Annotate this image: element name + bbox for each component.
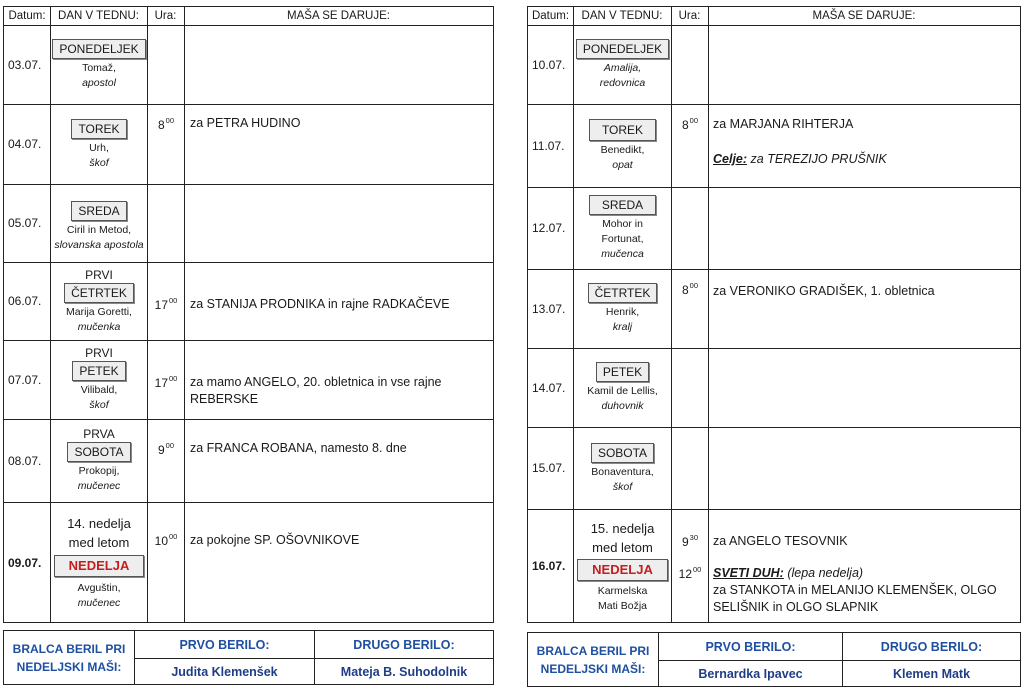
row-day bbox=[51, 340, 147, 419]
row-date: 07.07. bbox=[8, 372, 42, 387]
day-prefix: PRVI bbox=[85, 267, 113, 282]
saint-title: slovanska apostola bbox=[54, 238, 144, 251]
saint-title: mučenka bbox=[77, 320, 121, 333]
saint-title: duhovnik bbox=[601, 400, 644, 412]
left-schedule-panel bbox=[3, 6, 494, 679]
row-date: 12.07. bbox=[532, 221, 566, 235]
row-date: 04.07. bbox=[8, 137, 42, 151]
day-badge: PETEK bbox=[72, 361, 125, 381]
right-schedule-table bbox=[527, 6, 1021, 623]
saint-title: mučenca bbox=[601, 248, 644, 260]
header-mass: MAŠA SE DARUJE: bbox=[287, 10, 390, 22]
row-date: 14.07. bbox=[532, 380, 566, 395]
mass-time-2: $12^{00}$ bbox=[678, 565, 702, 581]
saint-name: Bonaventura, bbox=[591, 465, 654, 478]
header-date: Datum: bbox=[8, 10, 46, 22]
left-readers-table bbox=[3, 630, 494, 685]
mass-time: $10^{00}$ bbox=[154, 532, 178, 548]
saint-title: kralj bbox=[612, 321, 633, 333]
saint-name: Ciril in Metod, bbox=[66, 223, 132, 236]
row-date: 10.07. bbox=[532, 57, 566, 72]
saint-name: Avguštin, bbox=[77, 582, 121, 594]
table-row bbox=[528, 187, 1020, 269]
mass-intention: za VERONIKO GRADIŠEK, 1. obletnica bbox=[713, 284, 935, 298]
table-row bbox=[4, 184, 493, 262]
table-row bbox=[528, 269, 1020, 348]
mass-time: $17^{00}$ bbox=[154, 296, 178, 312]
row-day bbox=[51, 502, 147, 623]
saint-name: Karmelska Mati Božja bbox=[597, 584, 648, 612]
row-day bbox=[574, 25, 671, 104]
saint-name: Urh, bbox=[89, 141, 109, 154]
day-prefix: PRVI bbox=[85, 346, 113, 360]
row-date: 11.07. bbox=[532, 138, 565, 153]
header-day: DAN V TEDNU: bbox=[58, 10, 139, 22]
saint-title: škof bbox=[89, 399, 109, 411]
saint-title: Amalija, redovnica bbox=[599, 62, 646, 89]
saint-name: Kamil de Lellis, bbox=[587, 385, 658, 397]
mass-intention-extra: SVETI DUH: (lepa nedelja) bbox=[713, 566, 864, 580]
mass-time: $9^{00}$ bbox=[157, 441, 175, 457]
row-day bbox=[51, 184, 147, 262]
mass-intention-extra: Celje: za TEREZIJO PRUŠNIK bbox=[713, 152, 887, 166]
row-day bbox=[574, 348, 671, 427]
table-row bbox=[4, 340, 493, 419]
mass-time: $8^{00}$ bbox=[681, 281, 699, 297]
row-date: 08.07. bbox=[8, 453, 42, 468]
row-day bbox=[51, 419, 147, 502]
mass-intention-extra-2: za STANKOTA in MELANIJO KLEMENŠEK, OLGO SELIŠNIK in OLGO SLAPNIK bbox=[713, 583, 997, 614]
second-reading-header: DRUGO BERILO: bbox=[353, 638, 455, 652]
table-row bbox=[4, 419, 493, 502]
mass-intention: za STANIJA PRODNIKA in rajne RADKAČEVE bbox=[190, 297, 450, 311]
day-badge: TOREK bbox=[71, 119, 126, 139]
mass-time: $8^{00}$ bbox=[157, 116, 175, 132]
header-time: Ura: bbox=[678, 10, 701, 22]
day-badge: SREDA bbox=[589, 195, 656, 215]
saint-name: Benedikt, bbox=[600, 144, 645, 156]
readers-label: BRALCA BERIL PRI NEDELJSKI MAŠI: bbox=[12, 641, 126, 674]
mass-intention: za pokojne SP. OŠOVNIKOVE bbox=[190, 533, 360, 547]
row-date: 06.07. bbox=[8, 294, 42, 308]
mass-intention: za FRANCA ROBANA, namesto 8. dne bbox=[190, 441, 407, 455]
saint-name: Tomaž, bbox=[82, 62, 116, 74]
day-badge: PETEK bbox=[596, 362, 649, 382]
left-schedule-table bbox=[3, 6, 494, 623]
day-prefix: PRVA bbox=[83, 427, 115, 441]
row-date: 15.07. bbox=[532, 461, 566, 475]
mass-intention: za MARJANA RIHTERJA bbox=[713, 117, 854, 131]
row-date: 16.07. bbox=[532, 559, 566, 573]
saint-title: opat bbox=[612, 159, 633, 171]
header-date: Datum: bbox=[531, 10, 570, 22]
day-badge: PONEDELJEK bbox=[576, 39, 669, 59]
table-row bbox=[4, 502, 493, 623]
row-day bbox=[51, 104, 147, 184]
second-reader-name: Klemen Matk bbox=[892, 667, 971, 681]
table-row bbox=[528, 509, 1020, 623]
second-reading-header: DRUGO BERILO: bbox=[880, 640, 983, 654]
right-schedule-panel bbox=[527, 6, 1021, 681]
header-time: Ura: bbox=[154, 10, 177, 22]
header-day: DAN V TEDNU: bbox=[581, 10, 663, 22]
mass-intention: za PETRA HUDINO bbox=[190, 116, 301, 130]
first-reading-header: PRVO BERILO: bbox=[179, 638, 270, 652]
day-badge: SOBOTA bbox=[591, 443, 654, 463]
saint-title: apostol bbox=[82, 77, 116, 89]
row-date: 09.07. bbox=[8, 555, 42, 570]
day-badge: ČETRTEK bbox=[64, 283, 134, 303]
first-reading-header: PRVO BERILO: bbox=[705, 640, 796, 654]
first-reader-name: Bernardka Ipavec bbox=[698, 667, 803, 681]
saint-title: škof bbox=[89, 156, 109, 169]
table-row bbox=[528, 104, 1020, 187]
mass-time: $8^{00}$ bbox=[681, 116, 699, 132]
right-readers-table bbox=[527, 632, 1021, 687]
day-prefix: 14. nedelja med letom bbox=[67, 516, 131, 550]
table-row bbox=[4, 262, 493, 340]
saint-name: Vilibald, bbox=[80, 384, 118, 396]
row-date: 03.07. bbox=[8, 57, 42, 72]
row-day bbox=[574, 269, 671, 348]
row-date: 05.07. bbox=[8, 216, 42, 230]
day-badge: PONEDELJEK bbox=[52, 39, 145, 59]
saint-title: škof bbox=[612, 480, 633, 493]
row-day bbox=[574, 104, 671, 187]
mass-time: $17^{00}$ bbox=[154, 374, 178, 390]
table-row bbox=[528, 427, 1020, 509]
saint-name: Mohor in Fortunat, bbox=[601, 218, 644, 245]
second-reader-name: Mateja B. Suhodolnik bbox=[340, 665, 468, 679]
row-day bbox=[574, 427, 671, 509]
saint-name: Henrik, bbox=[605, 306, 640, 318]
saint-name: Prokopij, bbox=[78, 465, 120, 477]
row-day bbox=[51, 25, 147, 104]
mass-time: $9^{30}$ bbox=[681, 533, 699, 549]
day-badge: SOBOTA bbox=[67, 442, 130, 462]
row-date: 13.07. bbox=[532, 301, 566, 316]
table-row bbox=[528, 25, 1020, 104]
saint-title: mučenec bbox=[77, 597, 121, 609]
day-badge-sunday: NEDELJA bbox=[577, 559, 668, 581]
table-row bbox=[4, 25, 493, 104]
day-badge: ČETRTEK bbox=[588, 283, 658, 303]
day-badge: TOREK bbox=[589, 119, 656, 141]
row-day bbox=[574, 509, 671, 623]
table-row bbox=[4, 104, 493, 184]
day-badge: SREDA bbox=[71, 201, 126, 221]
header-mass: MAŠA SE DARUJE: bbox=[812, 10, 916, 22]
row-day bbox=[51, 262, 147, 340]
day-badge-sunday: NEDELJA bbox=[54, 555, 145, 577]
saint-title: mučenec bbox=[77, 480, 121, 492]
table-row bbox=[528, 348, 1020, 427]
readers-label: BRALCA BERIL PRI NEDELJSKI MAŠI: bbox=[536, 643, 650, 676]
row-day bbox=[574, 187, 671, 269]
mass-intention: za mamo ANGELO, 20. obletnica in vse rajne REBERSKE bbox=[190, 375, 442, 406]
first-reader-name: Judita Klemenšek bbox=[171, 665, 278, 679]
saint-name: Marija Goretti, bbox=[66, 305, 132, 318]
mass-intention: za ANGELO TESOVNIK bbox=[713, 534, 848, 548]
day-prefix: 15. nedelja med letom bbox=[590, 520, 655, 555]
